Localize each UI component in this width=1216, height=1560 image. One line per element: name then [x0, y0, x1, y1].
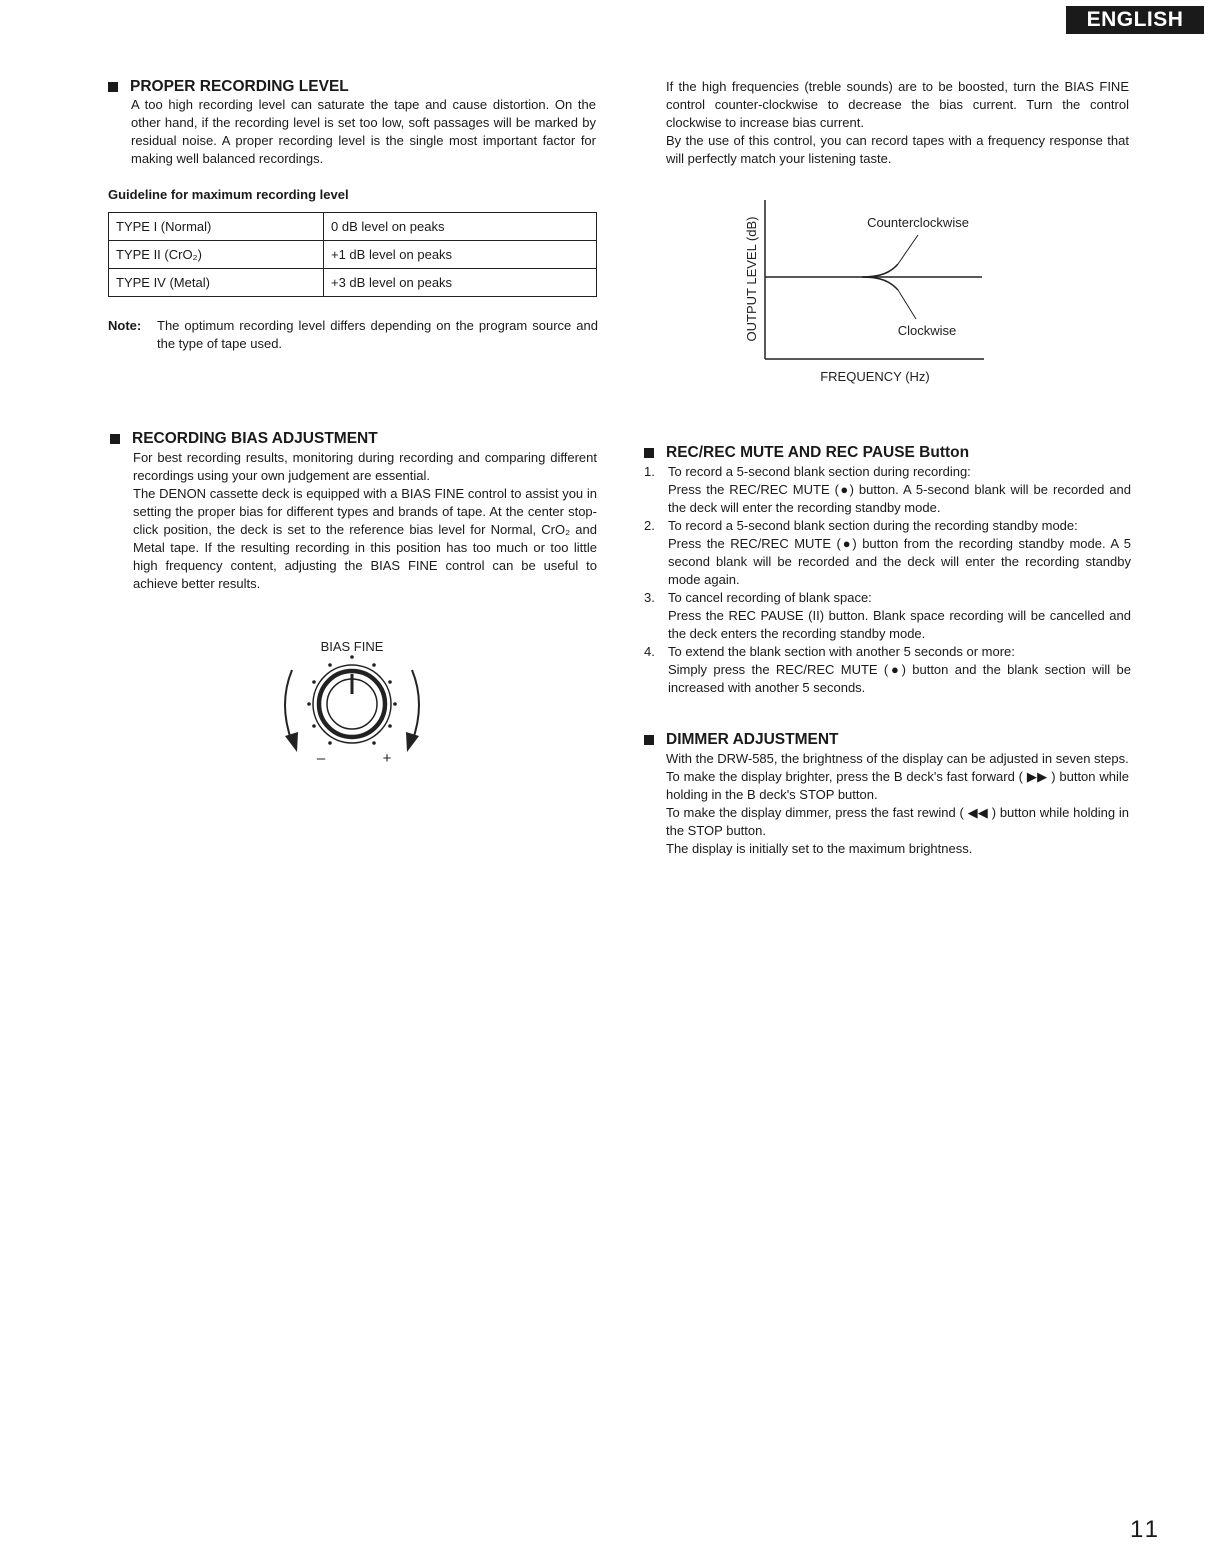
- section-title-dimmer: [644, 731, 839, 749]
- list-item-body: [668, 643, 1131, 697]
- section-bullet-icon: [644, 735, 654, 745]
- list-item: [644, 643, 1131, 697]
- ccw-arrow: [285, 670, 292, 742]
- dimmer-paragraph-4: The display is initially set to the maximum brightness.: [666, 841, 973, 856]
- label-counterclockwise: Counterclockwise: [867, 215, 969, 230]
- ccw-arrowhead-icon: [285, 732, 298, 752]
- section-title-text: DIMMER ADJUSTMENT: [666, 731, 839, 748]
- recording-level-table: [108, 212, 597, 297]
- recording-bias-paragraph-2: The DENON cassette deck is equipped with a BIAS FINE control to assist you in setting the proper bias for different types and brands of tape. At the center stop-click position, the deck is set to the reference bias level for Normal, CrO₂ and Metal tape. If the resulting recording in this position has too much or too little high frequency content, adjusting the BIAS FINE control can be useful to achieve better results.: [133, 486, 597, 591]
- table-cell-type: TYPE I (Normal): [109, 213, 324, 241]
- y-axis-label: OUTPUT LEVEL (dB): [744, 216, 759, 342]
- knob-label: BIAS FINE: [320, 639, 384, 654]
- list-item-heading: To extend the blank section with another 5 seconds or more:: [668, 644, 1015, 659]
- section-title-proper-recording-level: [108, 78, 349, 96]
- language-tab: ENGLISH: [1066, 6, 1204, 34]
- list-item-number: 3.: [644, 590, 655, 605]
- x-axis-label: FREQUENCY (Hz): [820, 369, 930, 384]
- list-item-number: 1.: [644, 464, 655, 479]
- list-item-number: 4.: [644, 644, 655, 659]
- bias-fine-explanation: [666, 78, 1129, 168]
- dimmer-paragraph-2: To make the display brighter, press the B deck's fast forward ( ▶▶ ) button while holding in the B deck's STOP button.: [666, 769, 1129, 802]
- list-item: [644, 463, 1131, 517]
- section-title-text: RECORDING BIAS ADJUSTMENT: [132, 430, 378, 447]
- dimmer-paragraph-1: With the DRW-585, the brightness of the display can be adjusted in seven steps.: [666, 751, 1129, 766]
- list-item: [644, 517, 1131, 589]
- note-label: Note:: [108, 318, 142, 333]
- list-item-heading: To cancel recording of blank space:: [668, 590, 872, 605]
- counterclockwise-curve: [862, 264, 898, 277]
- plus-sign: +: [382, 750, 392, 767]
- list-item-text: Press the REC PAUSE (II) button. Blank space recording will be cancelled and the deck enters the recording standby mode.: [668, 608, 1131, 641]
- table-cell-level: +3 dB level on peaks: [324, 269, 597, 297]
- table-cell-level: 0 dB level on peaks: [324, 213, 597, 241]
- dimmer-body: [666, 750, 1129, 858]
- table-cell-type: TYPE II (CrO₂): [109, 241, 324, 269]
- section-title-text: REC/REC MUTE AND REC PAUSE Button: [666, 444, 970, 461]
- section-title-recording-bias: [110, 430, 378, 448]
- section-bullet-icon: [110, 434, 120, 444]
- section-bullet-icon: [108, 82, 118, 92]
- bias-fine-paragraph-2: By the use of this control, you can record tapes with a frequency response that will perfectly match your listening taste.: [666, 133, 1129, 166]
- clockwise-curve: [862, 277, 898, 290]
- list-item: [644, 589, 1131, 643]
- page-number: 11: [1130, 1516, 1161, 1543]
- bias-fine-paragraph-1: If the high frequencies (treble sounds) are to be boosted, turn the BIAS FINE control counter-clockwise to decrease the bias current. Turn the control clockwise to increase bias current.: [666, 79, 1129, 130]
- table-row: [109, 241, 597, 269]
- list-item-body: [668, 589, 1131, 643]
- table-row: [109, 213, 597, 241]
- minus-sign: –: [316, 750, 326, 767]
- list-item-body: [668, 517, 1131, 589]
- table-row: [109, 269, 597, 297]
- guideline-title: Guideline for maximum recording level: [108, 187, 349, 202]
- section-title-text: PROPER RECORDING LEVEL: [130, 78, 349, 95]
- leader-line-ccw: [898, 235, 918, 264]
- section-bullet-icon: [644, 448, 654, 458]
- note-text: The optimum recording level differs depending on the program source and the type of tape used.: [157, 318, 598, 351]
- list-item-text: Simply press the REC/REC MUTE (●) button and the blank section will be increased with another 5 seconds.: [668, 662, 1131, 695]
- proper-recording-body: A too high recording level can saturate the tape and cause distortion. On the other hand, if the recording level is set too low, soft passages will be marked by residual noise. A proper recording level is the single most important factor for making well balanced recordings.: [131, 97, 596, 166]
- note: [108, 317, 598, 353]
- bias-fine-knob-diagram: [272, 632, 432, 772]
- frequency-response-graph: [740, 195, 990, 395]
- rec-mute-steps: [644, 463, 1131, 697]
- list-item-number: 2.: [644, 518, 655, 533]
- list-item-body: [668, 463, 1131, 517]
- cw-arrow: [412, 670, 419, 742]
- list-item-text: Press the REC/REC MUTE (●) button. A 5-second blank will be recorded and the deck will enter the recording standby mode.: [668, 482, 1131, 515]
- label-clockwise: Clockwise: [897, 323, 957, 338]
- recording-bias-paragraph-1: For best recording results, monitoring during recording and comparing different recordings using your own judgement are essential.: [133, 450, 597, 483]
- list-item-heading: To record a 5-second blank section during recording:: [668, 464, 971, 479]
- list-item-heading: To record a 5-second blank section during the recording standby mode:: [668, 518, 1078, 533]
- dimmer-paragraph-3: To make the display dimmer, press the fast rewind ( ◀◀ ) button while holding in the STOP button.: [666, 805, 1129, 838]
- table-cell-level: +1 dB level on peaks: [324, 241, 597, 269]
- recording-bias-body: [133, 449, 597, 593]
- section-title-rec-mute: [644, 444, 969, 462]
- list-item-text: Press the REC/REC MUTE (●) button from the recording standby mode. A 5 second blank will be recorded and the deck will enter the recording standby mode again.: [668, 536, 1131, 587]
- table-cell-type: TYPE IV (Metal): [109, 269, 324, 297]
- leader-line-cw: [898, 290, 916, 319]
- cw-arrowhead-icon: [406, 732, 419, 752]
